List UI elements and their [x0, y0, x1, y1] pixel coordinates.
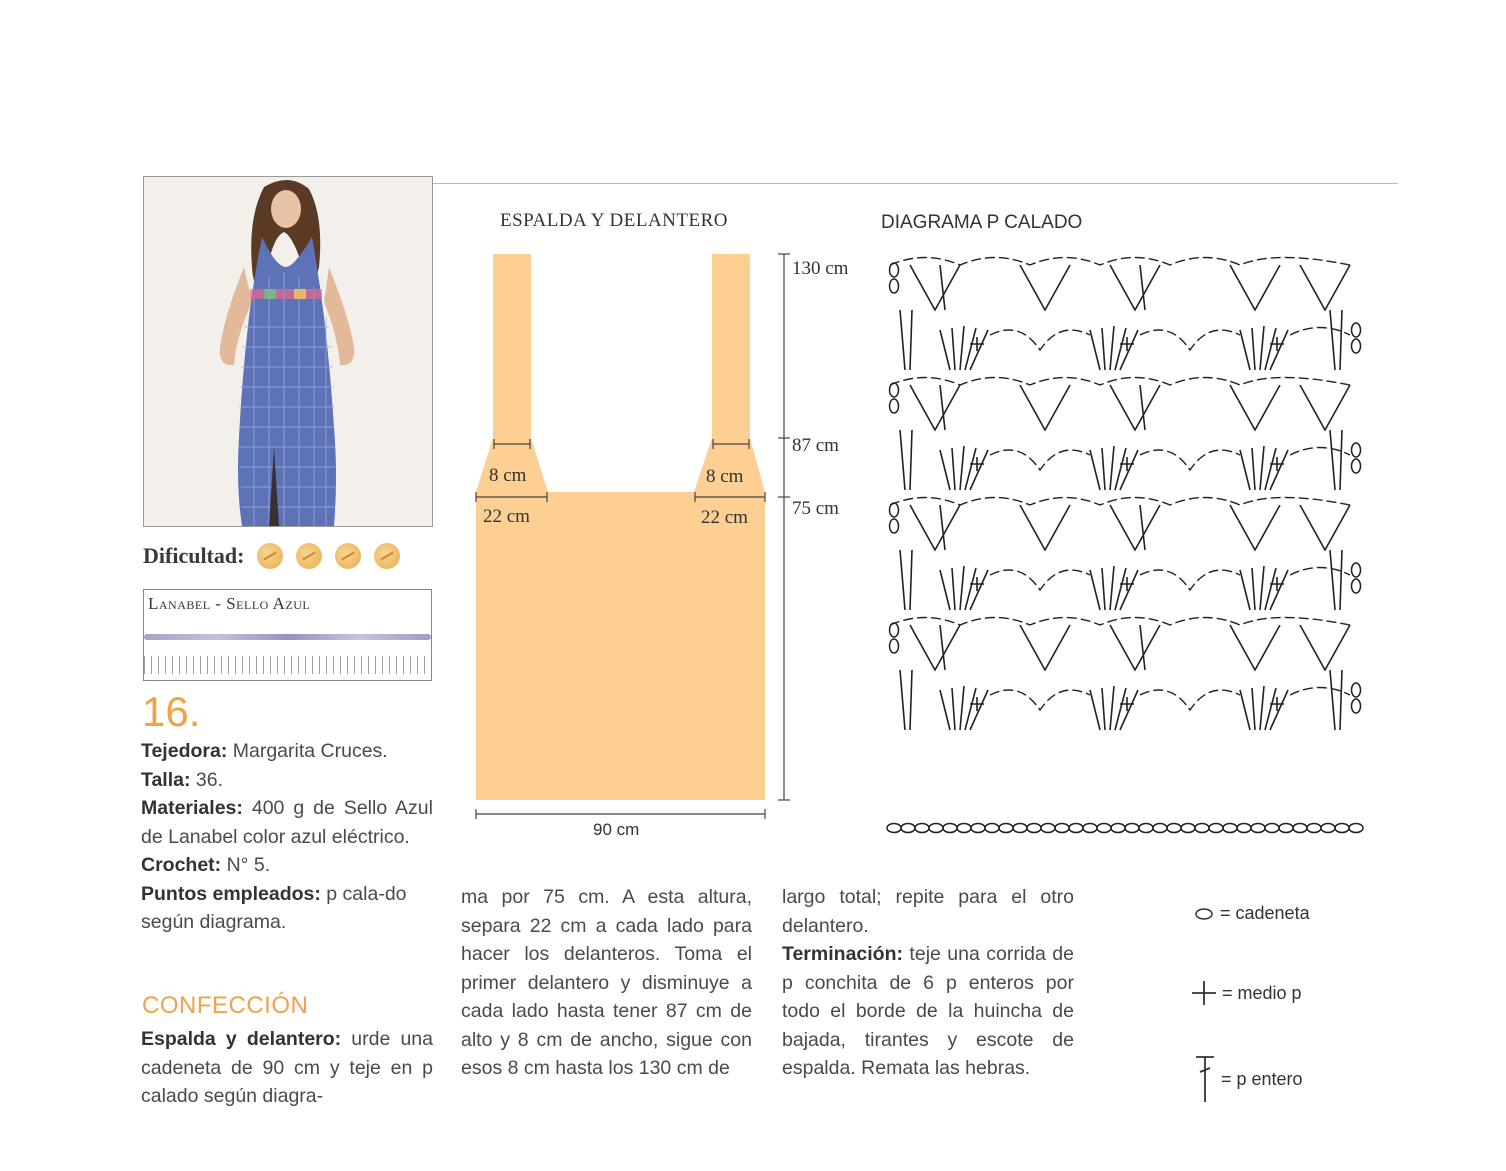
ruler-scale	[144, 656, 431, 674]
legend-label: = cadeneta	[1220, 903, 1310, 923]
detail-line	[141, 880, 433, 937]
dim-height-130: 130 cm	[792, 258, 849, 279]
detail-label: Materiales:	[141, 797, 243, 819]
detail-value: Margarita Cruces.	[227, 740, 388, 762]
instruction-label: Terminación:	[782, 943, 903, 965]
pattern-details	[141, 737, 433, 937]
legend-p-entero	[1193, 1054, 1303, 1104]
yarn-strand	[144, 634, 431, 640]
dim-height-87: 87 cm	[792, 435, 839, 456]
detail-value: N° 5.	[221, 854, 271, 876]
dim-side-left: 22 cm	[483, 506, 530, 527]
detail-value: 400 g de Sello Azul de Lanabel color azul eléctrico.	[141, 797, 433, 848]
instruction-text: largo total; repite para el otro delantero.	[782, 886, 1074, 937]
dim-strap-right: 8 cm	[706, 466, 744, 487]
difficulty-rating	[143, 543, 400, 569]
detail-line	[141, 737, 433, 766]
detail-line	[141, 851, 433, 880]
stitch-diagram	[880, 240, 1380, 840]
difficulty-label: Dificultad:	[143, 543, 245, 568]
instructions-col3	[782, 883, 1074, 1083]
chain-oval-icon	[1194, 906, 1216, 922]
section-heading-confeccion: CONFECCIÓN	[142, 992, 309, 1019]
legend-medio-p	[1190, 980, 1302, 1006]
yarn-ball-icon	[335, 543, 361, 569]
dim-side-right: 22 cm	[701, 507, 748, 528]
detail-label: Talla:	[141, 768, 191, 791]
detail-value: p cala-do según diagrama.	[141, 882, 407, 933]
detail-label: Puntos empleados:	[141, 882, 321, 905]
diagram-title: DIAGRAMA P CALADO	[881, 212, 1083, 233]
yarn-sample-box	[143, 589, 432, 681]
detail-label: Crochet:	[141, 854, 222, 876]
garment-schematic	[460, 245, 880, 845]
detail-line	[141, 794, 433, 851]
schematic-title: ESPALDA Y DELANTERO	[500, 210, 729, 231]
single-crochet-cross-icon	[1190, 980, 1218, 1006]
dim-height-75: 75 cm	[792, 498, 839, 519]
instruction-text: teje una corrida de p conchita de 6 p enteros por todo el borde de la huincha de bajada, tirantes y escote de espalda. Remata las hebras.	[782, 943, 1074, 1079]
detail-line	[141, 766, 433, 795]
detail-label: Tejedora:	[141, 740, 228, 762]
yarn-ball-icon	[257, 543, 283, 569]
dim-width: 90 cm	[593, 820, 640, 839]
pattern-number: 16.	[142, 688, 201, 735]
model-photo	[143, 176, 433, 527]
instructions-col1	[141, 1025, 433, 1111]
instructions-col2: ma por 75 cm. A esta altura, separa 22 cm a cada lado para hacer los delanteros. Toma el primer delantero y disminuye a cada lado hasta tener 87 cm de alto y 8 cm de ancho, sigue con esos 8 cm hasta los 130 cm de	[461, 886, 752, 1079]
instruction-text: urde una cadeneta de 90 cm y teje en p calado según diagra-	[141, 1028, 433, 1107]
dim-strap-left: 8 cm	[489, 465, 527, 486]
instruction-label: Espalda y delantero:	[141, 1028, 342, 1050]
double-crochet-icon	[1193, 1054, 1217, 1104]
yarn-brand: Lanabel - Sello Azul	[148, 594, 311, 613]
legend-label: = p entero	[1221, 1068, 1303, 1089]
yarn-ball-icon	[296, 543, 322, 569]
legend-label: = medio p	[1222, 982, 1302, 1003]
detail-value: 36.	[190, 768, 224, 791]
yarn-ball-icon	[374, 543, 400, 569]
legend-cadeneta	[1194, 903, 1310, 924]
